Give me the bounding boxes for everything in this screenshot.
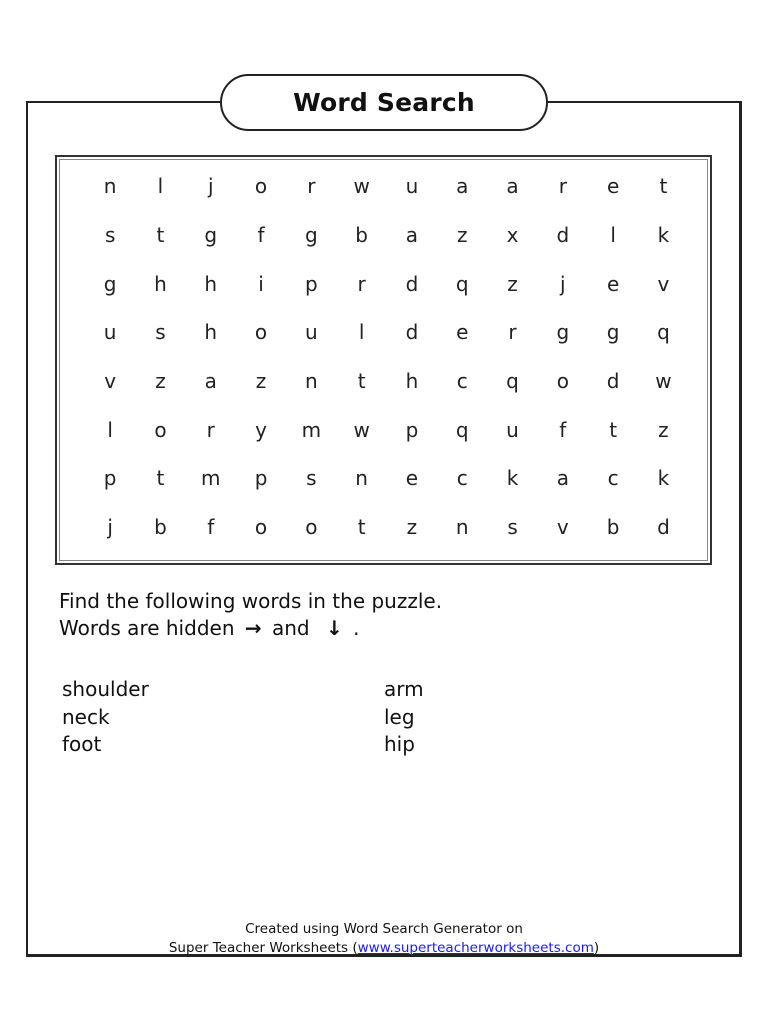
grid-letter: k	[657, 223, 670, 248]
grid-letter: s	[155, 320, 166, 345]
instruction-line-1: Find the following words in the puzzle.	[59, 589, 443, 613]
grid-letter: k	[657, 466, 670, 491]
grid-letter: e	[456, 320, 469, 345]
grid-letter: f	[559, 417, 567, 442]
grid-letter: l	[610, 223, 616, 248]
footer-link[interactable]: www.superteacherworksheets.com	[357, 940, 594, 956]
grid-letter: l	[358, 320, 365, 345]
grid-letter: o	[154, 417, 167, 442]
grid-letter: z	[406, 515, 418, 540]
grid-letter: e	[606, 174, 620, 199]
grid-letter: t	[659, 174, 668, 199]
grid-letter: o	[254, 320, 268, 345]
grid-letter: z	[507, 271, 518, 296]
instructions	[59, 588, 442, 642]
grid-letter: d	[606, 369, 620, 394]
grid-letter: t	[609, 417, 618, 442]
grid-letter: a	[506, 174, 519, 199]
grid-letter: r	[508, 320, 517, 345]
grid-letter: l	[157, 174, 164, 199]
word-list-left	[62, 676, 149, 759]
grid-letter: a	[456, 174, 469, 199]
grid-letter: m	[301, 417, 322, 442]
word-item: arm	[384, 677, 424, 701]
word-item: hip	[384, 732, 415, 756]
grid-letter: b	[606, 515, 620, 540]
grid-letter: u	[304, 320, 318, 345]
grid-letter: v	[657, 271, 670, 296]
grid-letter: g	[606, 320, 620, 345]
instruction-and: and	[271, 616, 310, 640]
grid-letter: h	[405, 369, 419, 394]
grid-letter: h	[204, 271, 218, 296]
grid-letter: p	[254, 466, 268, 491]
grid-letter: a	[556, 466, 569, 491]
word-item: foot	[62, 732, 102, 756]
grid-letter: l	[107, 417, 113, 442]
grid-letter: r	[357, 271, 366, 296]
footer-prefix: Super Teacher Worksheets (	[168, 940, 358, 956]
grid-letter: e	[606, 271, 620, 296]
grid-letter: d	[405, 271, 419, 296]
arrow-down-icon: ↓	[325, 616, 343, 640]
grid-letter: v	[104, 369, 117, 394]
grid-letter: q	[506, 369, 519, 394]
grid-letter: c	[607, 466, 619, 491]
grid-letter: m	[201, 466, 221, 491]
grid-letter: t	[156, 223, 165, 248]
word-item: neck	[62, 704, 110, 729]
grid-letter: s	[104, 223, 116, 248]
grid-letter: r	[558, 174, 567, 199]
grid-letter: t	[156, 466, 165, 491]
page-title: Word Search	[293, 88, 475, 117]
grid-letter: r	[307, 174, 316, 199]
grid-letter: b	[355, 223, 368, 248]
grid-letter: w	[353, 174, 370, 199]
footer-suffix: )	[593, 940, 600, 956]
grid-letter: e	[405, 466, 419, 491]
title-banner	[220, 74, 548, 131]
arrow-right-icon: →	[244, 616, 262, 640]
grid-letter: n	[103, 174, 117, 199]
grid-letter: v	[556, 515, 569, 540]
grid-letter: c	[456, 369, 468, 394]
grid-letter: k	[506, 466, 519, 491]
grid-letter: d	[405, 320, 419, 345]
grid-letter: g	[556, 320, 570, 345]
grid-letter: t	[357, 515, 366, 540]
grid-letter: p	[103, 466, 117, 491]
grid-letter: s	[306, 466, 317, 491]
letter-grid	[85, 162, 689, 552]
grid-letter: z	[658, 417, 669, 442]
grid-letter: a	[204, 369, 217, 394]
grid-letter: p	[405, 417, 419, 442]
footer	[26, 920, 742, 958]
grid-letter: g	[204, 223, 218, 248]
grid-letter: w	[655, 369, 672, 394]
grid-letter: g	[103, 271, 117, 296]
instruction-prefix: Words are hidden	[59, 616, 235, 640]
word-item: leg	[384, 704, 415, 729]
grid-letter: n	[355, 466, 368, 491]
grid-letter: j	[107, 515, 113, 540]
grid-letter: y	[255, 417, 267, 442]
footer-line-1: Created using Word Search Generator on	[245, 921, 523, 937]
grid-letter: f	[207, 515, 215, 540]
word-item: shoulder	[62, 677, 149, 701]
grid-letter: u	[103, 320, 117, 345]
grid-letter: z	[155, 369, 166, 394]
grid-letter: f	[257, 223, 265, 248]
instruction-suffix: .	[353, 616, 360, 640]
grid-letter: h	[154, 271, 167, 296]
grid-letter: u	[506, 417, 519, 442]
grid-letter: t	[357, 369, 366, 394]
grid-letter: d	[556, 223, 570, 248]
grid-letter: q	[455, 271, 469, 296]
grid-letter: n	[455, 515, 469, 540]
grid-letter: q	[455, 417, 469, 442]
grid-letter: g	[304, 223, 318, 248]
grid-letter: b	[154, 515, 167, 540]
grid-letter: d	[657, 515, 670, 540]
grid-letter: x	[506, 223, 519, 248]
grid-letter: h	[204, 320, 218, 345]
grid-letter: j	[560, 271, 566, 296]
footer-line-2	[26, 939, 742, 958]
grid-letter: s	[507, 515, 518, 540]
grid-letter: o	[254, 515, 268, 540]
grid-letter: o	[556, 369, 569, 394]
word-list-right	[384, 676, 424, 759]
grid-letter: i	[258, 271, 264, 296]
grid-letter: o	[254, 174, 268, 199]
grid-letter: p	[304, 271, 318, 296]
grid-letter: r	[206, 417, 215, 442]
grid-letter: j	[207, 174, 214, 199]
grid-letter: o	[305, 515, 318, 540]
grid-letter: n	[304, 369, 318, 394]
grid-letter: w	[353, 417, 370, 442]
grid-letter: z	[255, 369, 267, 394]
grid-letter: q	[657, 320, 670, 345]
grid-letter: u	[405, 174, 419, 199]
instruction-line-2	[59, 615, 442, 642]
grid-letter: c	[456, 466, 468, 491]
grid-letter: z	[456, 223, 468, 248]
grid-letter: a	[405, 223, 419, 248]
